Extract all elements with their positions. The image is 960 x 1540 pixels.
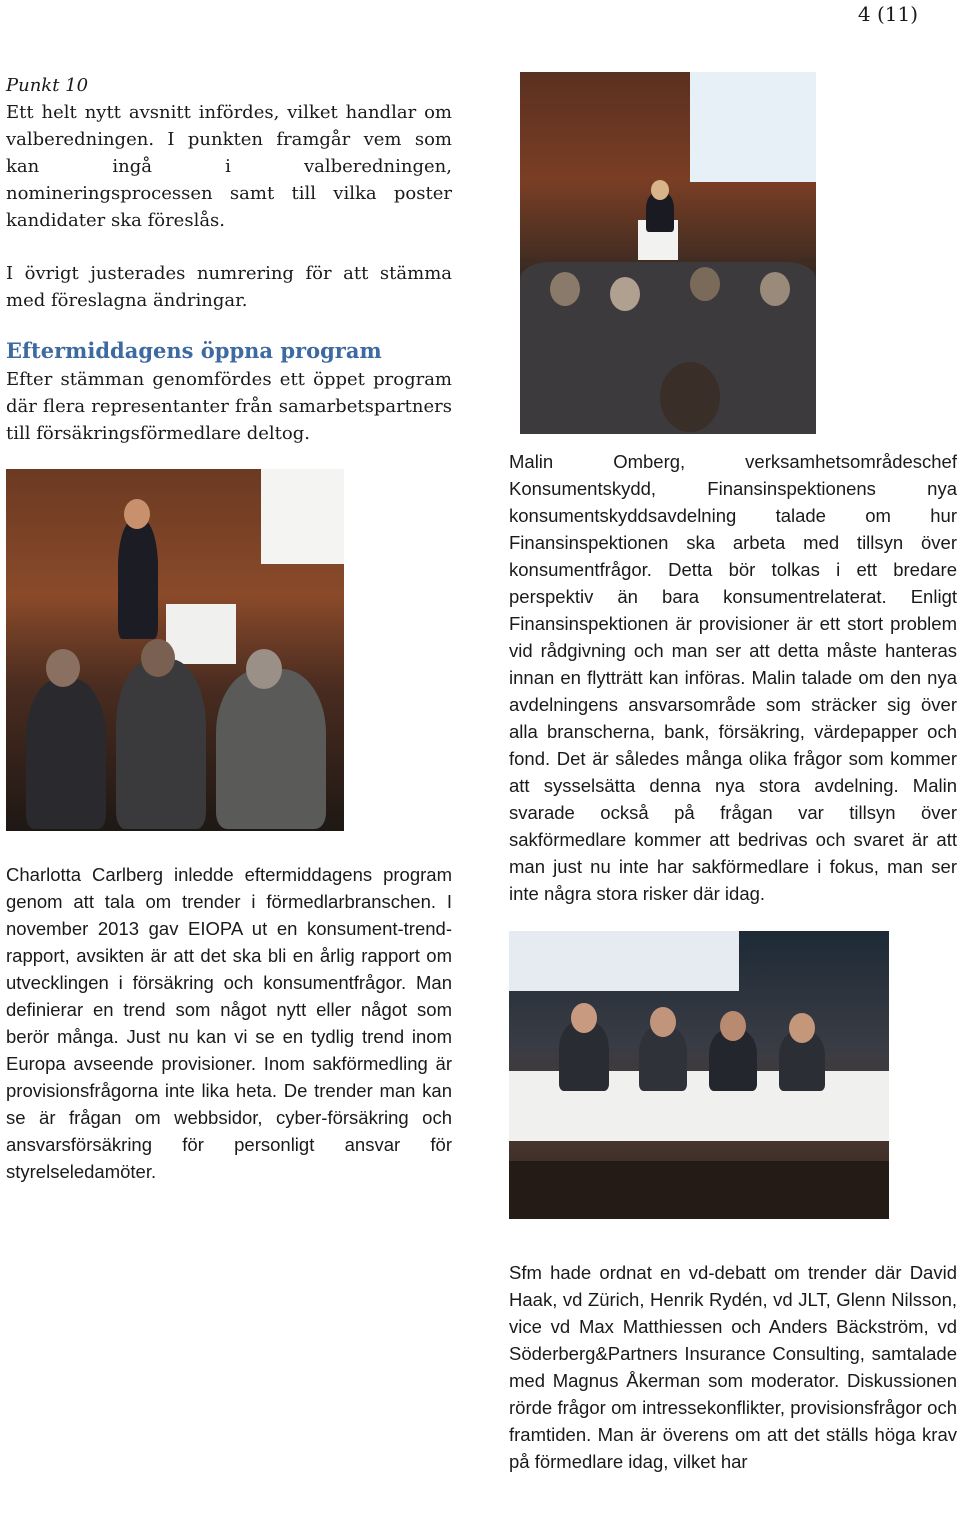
speaker-photo-omberg xyxy=(520,72,816,434)
speaker-photo-carlberg xyxy=(6,469,344,831)
page-number: 4 (11) xyxy=(857,2,918,26)
section-heading: Eftermiddagens öppna program xyxy=(6,338,382,363)
omberg-paragraph: Malin Omberg, verksamhetsområdeschef Konsumentskydd, Finansinspektionens nya konsumentskyddsavdelning talade om hur Finansinspektionen ska arbeta med tillsyn över konsumentfrågor. Detta bör tolkas i ett bredare perspektiv än bara konsumentrelaterat. Enligt Finansinspektionen är provisioner är ett stort problem vid rådgivning och man ser att detta måste hanteras innan en flytträtt kan införas. Malin talade om den nya avdelningens ansvarsområde som sträcker sig över alla branscherna, bank, försäkring, värdepapper och fond. Det är således många olika frågor som kommer att sysselsätta denna nya stora avdelning. Malin svarade också på frågan var tillsyn över sakförmedlare kommer att bedrivas och svaret är att man just nu inte har sakförmedlare i fokus, man ser inte några stora risker där idag. xyxy=(509,451,957,904)
right-column xyxy=(509,72,957,1475)
debatt-paragraph: Sfm hade ordnat en vd-debatt om trender där David Haak, vd Zürich, Henrik Rydén, vd JLT, Glenn Nilsson, vice vd Max Matthiessen och Anders Bäckström, vd Söderberg&Partners Insurance Consulting, samtalade med Magnus Åkerman som moderator. Diskussionen rörde frågor om intressekonflikter, provisionsfrågor och framtiden. Man är överens om att det ställs höga krav på förmedlare idag, vilket har xyxy=(509,1262,957,1472)
carlberg-paragraph: Charlotta Carlberg inledde eftermiddagens program genom att tala om trender i förmedlarbranschen. I november 2013 gav EIOPA ut en konsument-trend-rapport, avsikten är att det ska bli en årlig rapport om utvecklingen i försäkring och konsumentfrågor. Man definierar en trend som något nytt eller något som berör många. Just nu kan vi se en tydlig trend inom Europa avseende provisioner. Inom sakförmedling är provisionsfrågorna inte lika heta. De trender man kan se är frågan om webbsidor, cyber-försäkring och ansvarsförsäkring för personligt ansvar för styrelseledamöter. xyxy=(6,864,452,1182)
panel-debate-photo xyxy=(509,931,889,1219)
section-paragraph: Efter stämman genomfördes ett öppet program där flera representanter från samarbetspartners till försäkringsförmedlare deltog. xyxy=(6,369,452,444)
left-column xyxy=(6,72,452,1185)
punkt-heading: Punkt 10 xyxy=(6,75,89,96)
ovrigt-paragraph: I övrigt justerades numrering för att stämma med föreslagna ändringar. xyxy=(6,263,452,311)
punkt-paragraph: Ett helt nytt avsnitt infördes, vilket handlar om valberedningen. I punkten framgår vem som kan ingå i valberedningen, nomineringsprocessen samt till vilka poster kandidater ska föreslås. xyxy=(6,102,452,231)
